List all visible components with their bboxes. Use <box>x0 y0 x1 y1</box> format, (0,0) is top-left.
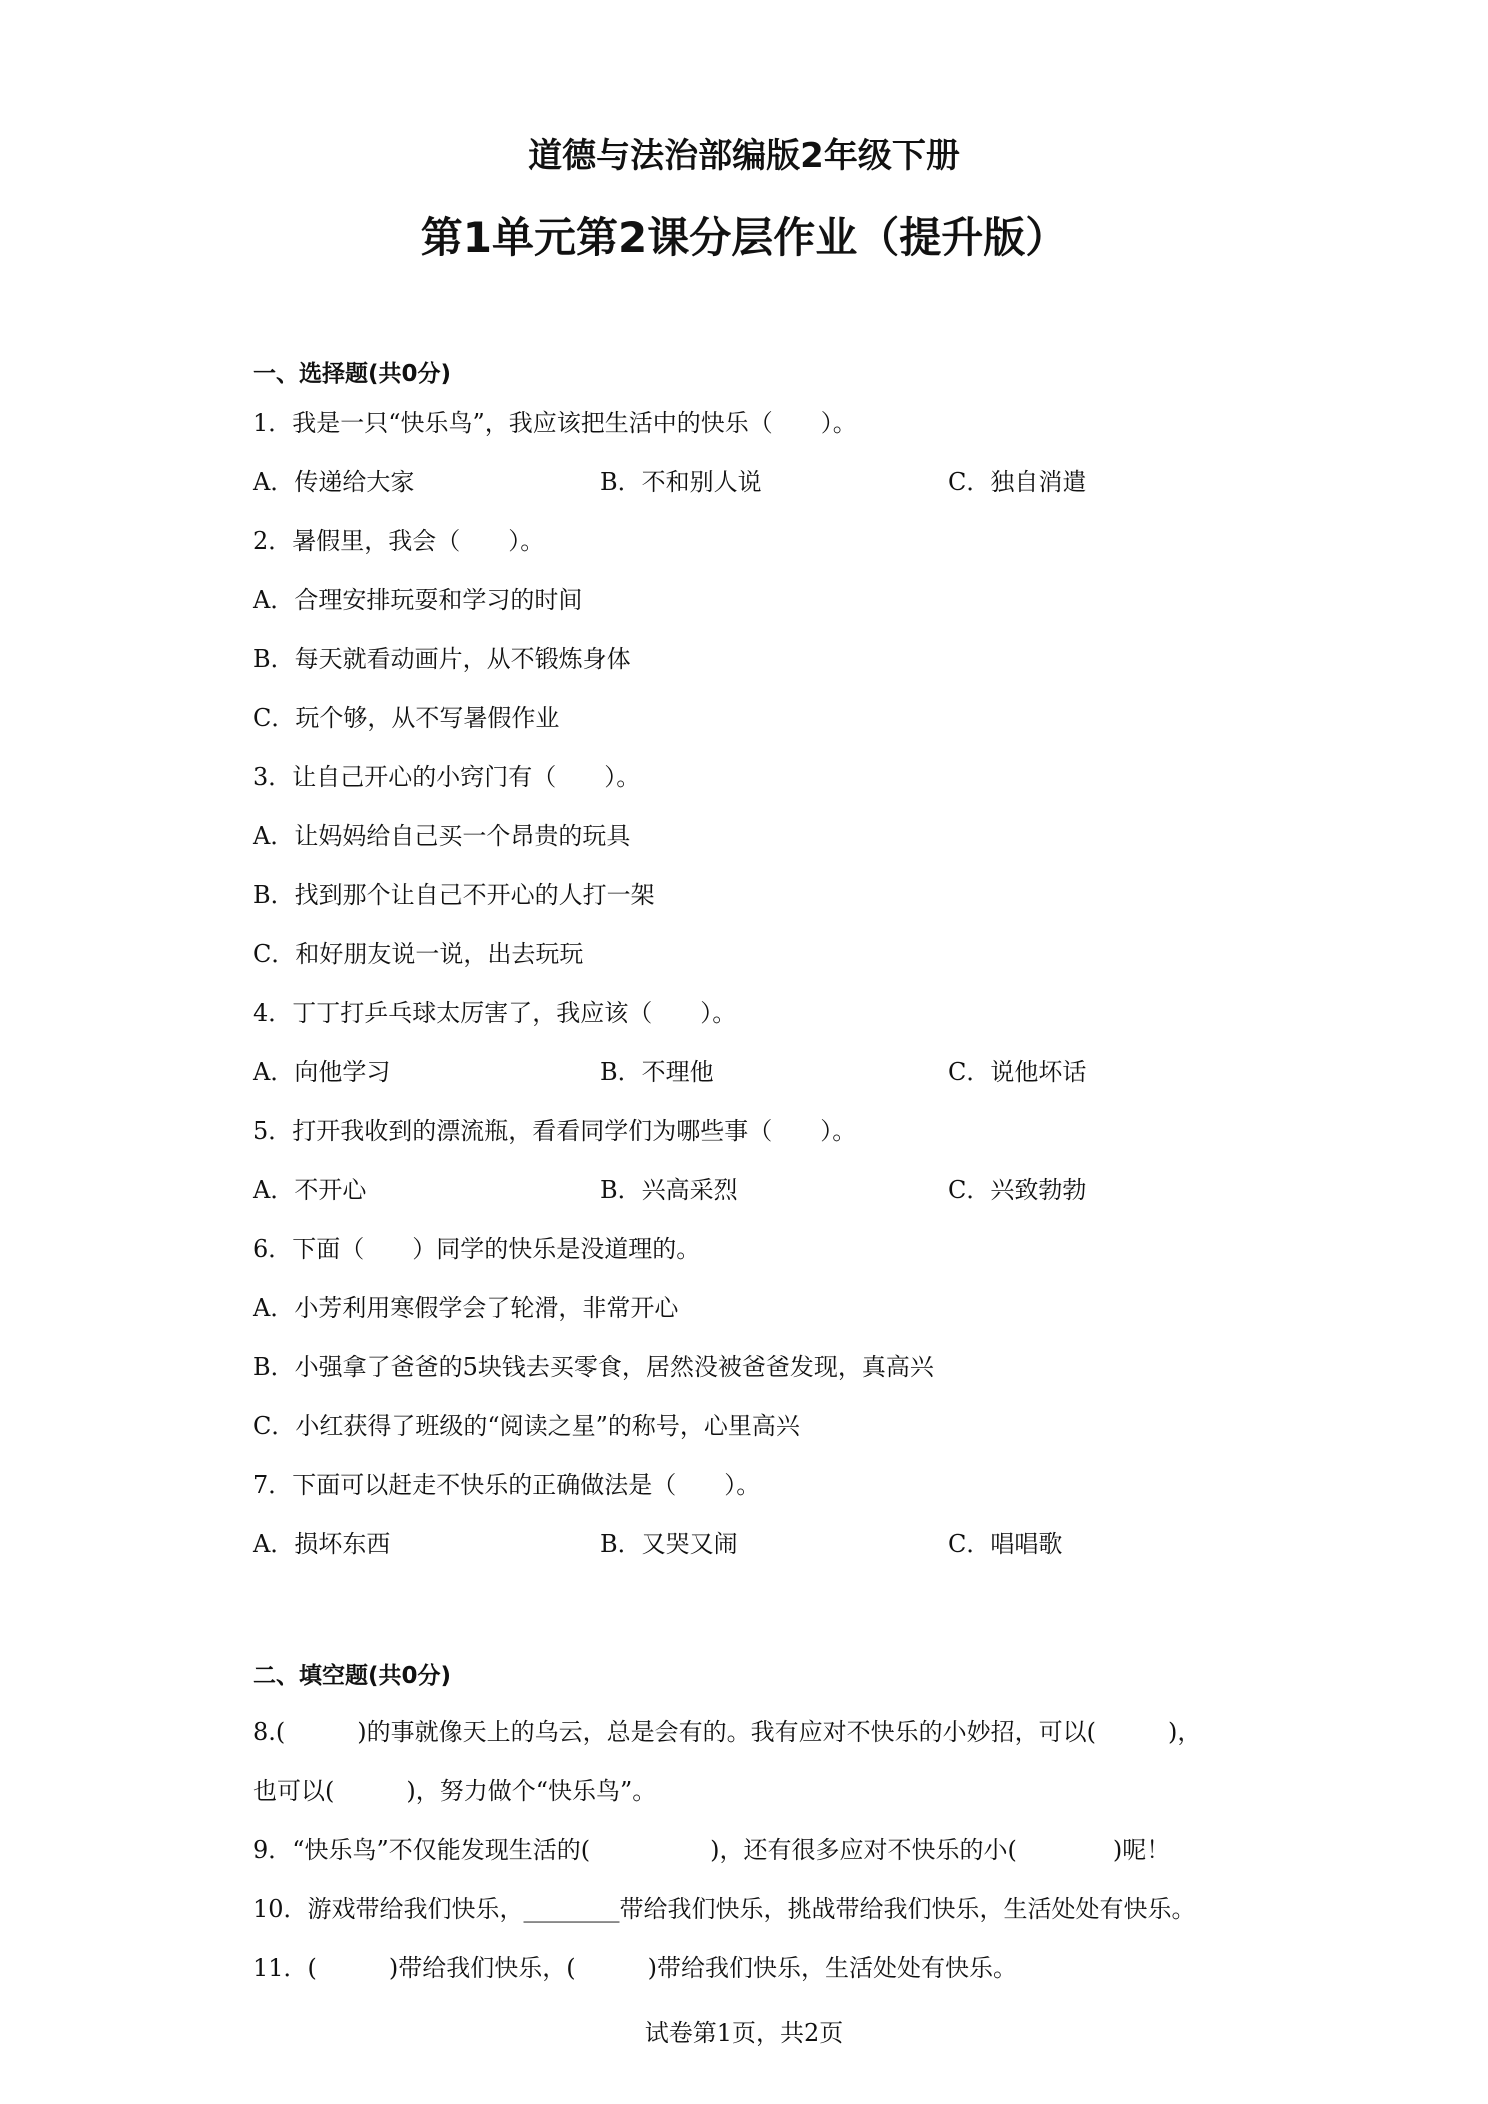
question-10: 10．游戏带给我们快乐，________带给我们快乐，挑战带给我们快乐，生活处处有快乐。 <box>253 1895 1196 1923</box>
q1-option-a: A．传递给大家 <box>253 468 415 496</box>
document-title: 道德与法治部编版2年级下册 <box>528 136 960 176</box>
q2-option-c: C．玩个够，从不写暑假作业 <box>253 704 560 732</box>
q4-option-a: A．向他学习 <box>253 1058 391 1086</box>
q3-option-a: A．让妈妈给自己买一个昂贵的玩具 <box>253 822 631 850</box>
q7-option-a: A．损坏东西 <box>253 1530 391 1558</box>
section-heading-choice: 一、选择题(共0分) <box>253 361 452 387</box>
question-8-line-2: 也可以( )，努力做个“快乐鸟”。 <box>253 1777 657 1805</box>
q2-option-a: A．合理安排玩耍和学习的时间 <box>253 586 583 614</box>
q6-option-b: B．小强拿了爸爸的5块钱去买零食，居然没被爸爸发现，真高兴 <box>253 1353 934 1381</box>
section-heading-fill-blank: 二、填空题(共0分) <box>253 1663 452 1689</box>
question-8-line-1: 8.( )的事就像天上的乌云，总是会有的。我有应对不快乐的小妙招，可以( )， <box>253 1718 1202 1746</box>
q7-option-c: C．唱唱歌 <box>948 1530 1063 1558</box>
question-2: 2．暑假里，我会（ ）。 <box>253 527 545 555</box>
q1-option-c: C．独自消遣 <box>948 468 1087 496</box>
q5-option-b: B．兴高采烈 <box>600 1176 738 1204</box>
question-1: 1．我是一只“快乐鸟”，我应该把生活中的快乐（ ）。 <box>253 409 857 437</box>
question-3: 3．让自己开心的小窍门有（ ）。 <box>253 763 641 791</box>
question-4: 4．丁丁打乒乓球太厉害了，我应该（ ）。 <box>253 999 737 1027</box>
document-subtitle: 第1单元第2课分层作业（提升版） <box>420 213 1068 262</box>
question-11: 11．( )带给我们快乐，( )带给我们快乐，生活处处有快乐。 <box>253 1954 1017 1982</box>
question-7: 7．下面可以赶走不快乐的正确做法是（ ）。 <box>253 1471 761 1499</box>
q6-option-a: A．小芳利用寒假学会了轮滑，非常开心 <box>253 1294 679 1322</box>
page-footer: 试卷第1页，共2页 <box>644 2019 844 2047</box>
q6-option-c: C．小红获得了班级的“阅读之星”的称号，心里高兴 <box>253 1412 800 1440</box>
q2-option-b: B．每天就看动画片，从不锻炼身体 <box>253 645 631 673</box>
question-9: 9．“快乐鸟”不仅能发现生活的( )，还有很多应对不快乐的小( )呢！ <box>253 1836 1171 1864</box>
question-5: 5．打开我收到的漂流瓶，看看同学们为哪些事（ ）。 <box>253 1117 857 1145</box>
question-6: 6．下面（ ）同学的快乐是没道理的。 <box>253 1235 701 1263</box>
q4-option-b: B．不理他 <box>600 1058 714 1086</box>
q3-option-b: B．找到那个让自己不开心的人打一架 <box>253 881 655 909</box>
q5-option-a: A．不开心 <box>253 1176 367 1204</box>
q4-option-c: C．说他坏话 <box>948 1058 1087 1086</box>
q7-option-b: B．又哭又闹 <box>600 1530 738 1558</box>
q5-option-c: C．兴致勃勃 <box>948 1176 1087 1204</box>
q3-option-c: C．和好朋友说一说，出去玩玩 <box>253 940 584 968</box>
q1-option-b: B．不和别人说 <box>600 468 762 496</box>
